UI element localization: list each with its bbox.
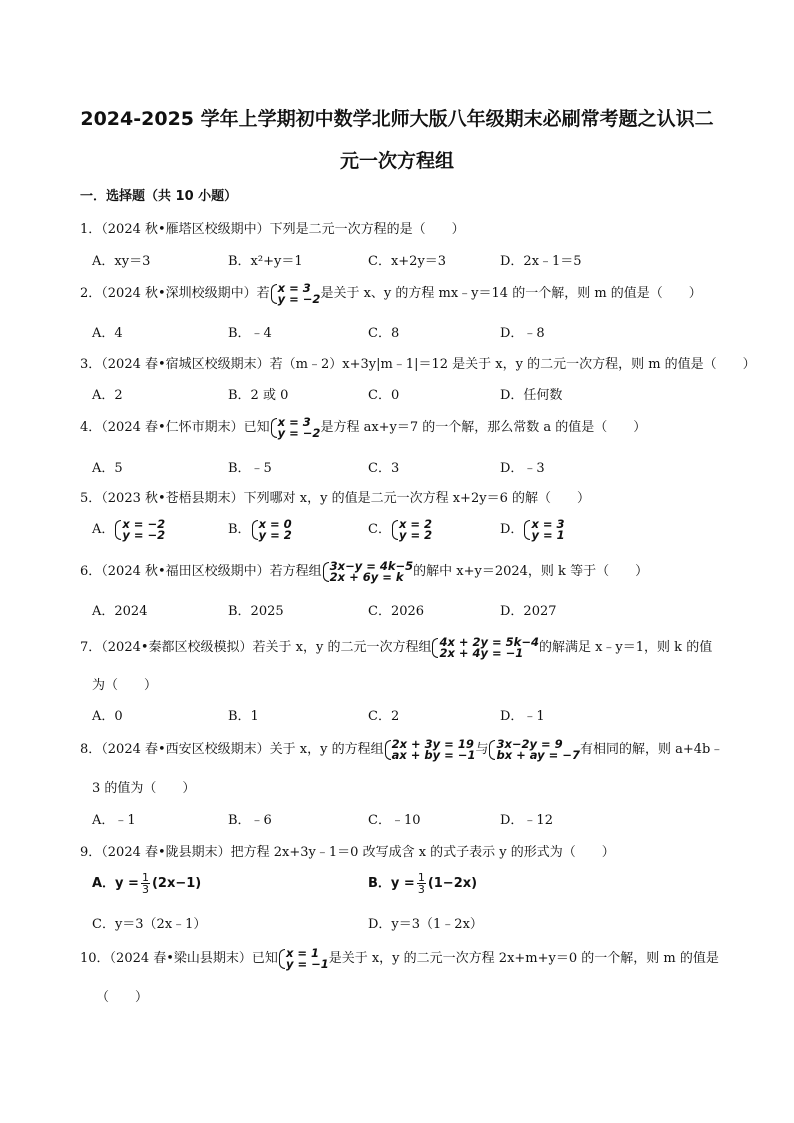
question-9-options-cd xyxy=(92,913,732,933)
question-1-options xyxy=(92,250,732,270)
option-d[interactable]: D．﹣1 xyxy=(500,709,545,724)
question-8-options xyxy=(92,809,732,829)
equation-system: 4x + 2y = 5k−4 2x + 4y = −1 xyxy=(431,637,539,659)
option-c[interactable]: C．0 xyxy=(368,388,400,403)
option-c[interactable]: C．2026 xyxy=(368,604,425,619)
question-7: 7．（2024•秦都区校级模拟）若关于 x，y 的二元一次方程组 4x + 2y = 5k−4 2x + 4y = −1 的解满足 x﹣y＝1，则 k 的值 xyxy=(80,634,713,660)
question-6: 6．（2024 秋•福田区校级期中）若方程组 3x−y = 4k−5 2x + 6y = k 的解中 x+y＝2024，则 k 等于（ ） xyxy=(80,558,649,584)
option-b[interactable]: B．2 或 0 xyxy=(228,388,289,403)
option-a[interactable]: A．2024 xyxy=(92,604,148,619)
option-d[interactable]: D． x = 3 y = 1 xyxy=(500,516,565,542)
question-9: 9．（2024 春•陇县期末）把方程 2x+3y﹣1＝0 改写成含 x 的式子表示 y 的形式为（ ） xyxy=(80,845,615,860)
question-7-cont: 为（ ） xyxy=(92,678,158,693)
question-4-options xyxy=(92,457,732,477)
equation-system: x = 3 y = −2 xyxy=(270,283,321,305)
option-b[interactable]: B．x²+y＝1 xyxy=(228,254,303,269)
question-1: 1．（2024 秋•雁塔区校级期中）下列是二元一次方程的是（ ） xyxy=(80,222,465,237)
option-d[interactable]: D．任何数 xyxy=(500,388,563,403)
question-9-options-ab xyxy=(92,872,732,902)
option-d[interactable]: D．﹣3 xyxy=(500,461,545,476)
option-a[interactable]: A．5 xyxy=(92,461,123,476)
title-line-1: 2024-2025 学年上学期初中数学北师大版八年级期末必刷常考题之认识二 xyxy=(80,108,714,130)
page-title xyxy=(60,98,734,182)
question-8-cont: 3 的值为（ ） xyxy=(92,781,196,796)
option-d[interactable]: D．y＝3（1﹣2x） xyxy=(368,917,483,932)
question-2-options xyxy=(92,322,732,342)
question-10-cont: （ ） xyxy=(96,990,149,1005)
equation-system-1: 2x + 3y = 19 ax + by = −1 xyxy=(384,739,476,761)
title-line-2: 元一次方程组 xyxy=(339,150,454,172)
option-b[interactable]: B．1 xyxy=(228,709,259,724)
section-heading: 一．选择题（共 10 小题） xyxy=(80,189,238,204)
option-d[interactable]: D．﹣8 xyxy=(500,326,545,341)
question-5: 5．（2023 秋•苍梧县期末）下列哪对 x，y 的值是二元一次方程 x+2y＝6 的解（ ） xyxy=(80,491,590,506)
question-2: 2．（2024 秋•深圳校级期中）若 x = 3 y = −2 是关于 x、y 的方程 mx﹣y＝14 的一个解，则 m 的值是（ ） xyxy=(80,280,702,306)
option-c[interactable]: C．8 xyxy=(368,326,400,341)
equation-system: x = 3 y = −2 xyxy=(270,417,321,439)
option-c[interactable]: C．3 xyxy=(368,461,400,476)
option-c[interactable]: C．x+2y＝3 xyxy=(368,254,447,269)
option-d[interactable]: D．2x﹣1＝5 xyxy=(500,254,582,269)
question-5-options xyxy=(92,518,732,546)
option-a[interactable]: A．xy＝3 xyxy=(92,254,151,269)
option-b[interactable]: B．y = $\frac{1}{3}$ (1−2x) xyxy=(368,871,478,896)
option-a[interactable]: A．2 xyxy=(92,388,123,403)
option-b[interactable]: B． x = 0 y = 2 xyxy=(228,516,292,542)
option-a[interactable]: A．4 xyxy=(92,326,123,341)
equation-system: x = 1 y = −1 xyxy=(278,948,329,970)
option-a[interactable]: A． x = −2 y = −2 xyxy=(92,516,166,542)
option-c[interactable]: C．y＝3（2x﹣1） xyxy=(92,917,207,932)
question-10: 10．（2024 春•梁山县期末）已知 x = 1 y = −1 是关于 x，y 的二元一次方程 2x+m+y＝0 的一个解，则 m 的值是 xyxy=(80,945,719,971)
option-d[interactable]: D．﹣12 xyxy=(500,813,553,828)
question-7-options xyxy=(92,705,732,725)
option-b[interactable]: B．﹣6 xyxy=(228,813,272,828)
option-b[interactable]: B．﹣4 xyxy=(228,326,272,341)
option-c[interactable]: C．2 xyxy=(368,709,400,724)
question-3-options xyxy=(92,384,732,404)
equation-system: 3x−y = 4k−5 2x + 6y = k xyxy=(322,561,413,583)
option-c[interactable]: C． x = 2 y = 2 xyxy=(368,516,433,542)
option-a[interactable]: A．0 xyxy=(92,709,123,724)
question-4: 4．（2024 春•仁怀市期末）已知 x = 3 y = −2 是方程 ax+y＝7 的一个解，那么常数 a 的值是（ ） xyxy=(80,414,647,440)
option-c[interactable]: C．﹣10 xyxy=(368,813,421,828)
question-6-options xyxy=(92,600,732,620)
option-a[interactable]: A．﹣1 xyxy=(92,813,136,828)
question-8: 8．（2024 春•西安区校级期末）关于 x，y 的方程组 2x + 3y = 19 ax + by = −1 与 3x−2y = 9 bx + ay = −7 有相同的解，则 a+4b﹣ xyxy=(80,736,724,762)
equation-system-2: 3x−2y = 9 bx + ay = −7 xyxy=(488,739,579,761)
option-d[interactable]: D．2027 xyxy=(500,604,557,619)
option-b[interactable]: B．2025 xyxy=(228,604,284,619)
question-3: 3．（2024 春•宿城区校级期末）若（m﹣2）x+3y|m﹣1|＝12 是关于 x，y 的二元一次方程，则 m 的值是（ ） xyxy=(80,357,756,372)
option-b[interactable]: B．﹣5 xyxy=(228,461,272,476)
option-a[interactable]: A．y = $\frac{1}{3}$ (2x−1) xyxy=(92,871,202,896)
